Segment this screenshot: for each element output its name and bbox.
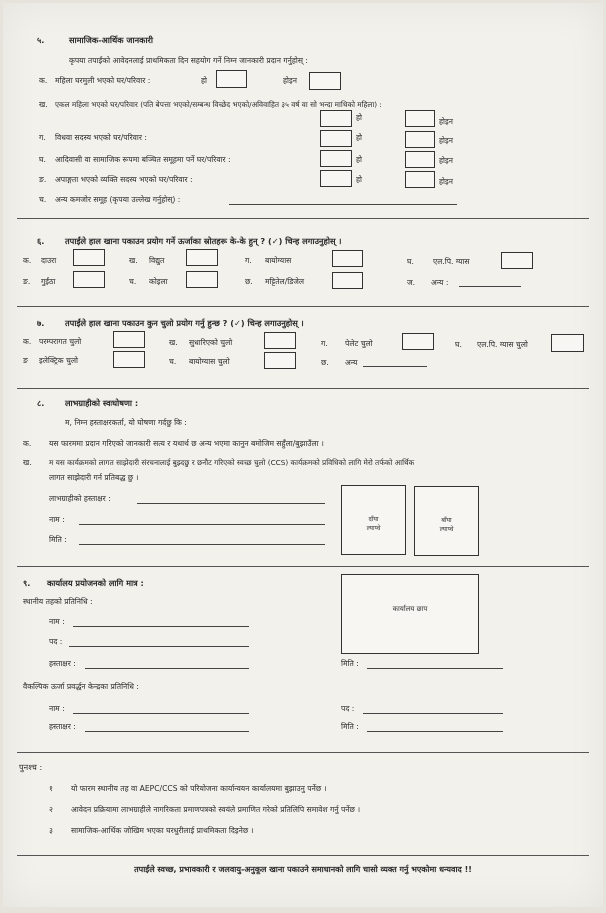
stove-key: ङ	[23, 356, 28, 365]
thumb-sub-label: ल्याप्चे	[439, 526, 454, 533]
stove-key: घ.	[455, 340, 462, 349]
item-5e-key: ङ.	[39, 175, 47, 184]
item-5b-label: एकल महिला भएको घर/परिवार (पति बेपत्ता भएको/सम्बन्ध विच्छेद भएको/अविवाहित ३५ वर्ष वा सो भन्दा माथिको महिला) :	[55, 100, 382, 109]
stove-checkbox-biogas[interactable]	[264, 352, 296, 369]
stove-checkbox-traditional[interactable]	[113, 331, 145, 348]
fuel-label: मट्टितेल/डिजेल	[265, 277, 305, 286]
beneficiary-signature-field[interactable]	[137, 503, 325, 504]
fuel-checkbox-coal[interactable]	[186, 271, 218, 288]
fuel-checkbox-firewood[interactable]	[73, 249, 105, 266]
stove-checkbox-pellet[interactable]	[402, 333, 434, 350]
checkbox-5b-yes[interactable]	[320, 110, 352, 127]
local-rep-sign-field[interactable]	[85, 668, 249, 669]
checkbox-5a-yes[interactable]	[216, 70, 247, 88]
fuel-checkbox-dung[interactable]	[73, 271, 105, 288]
stove-key: क.	[23, 337, 32, 346]
local-rep-label: स्थानीय तहको प्रतिनिधि :	[23, 597, 93, 606]
item-5b-key: ख.	[39, 100, 48, 109]
fuel-key: घ.	[407, 257, 414, 266]
item-5d-key: घ.	[39, 155, 46, 164]
beneficiary-date-label: मिति :	[49, 535, 67, 544]
note-number: ३	[49, 826, 53, 835]
footer-thanks: तपाईंले स्वच्छ, प्रभावकारी र जलवायु-अनुकूल खाना पकाउने समाधानको लागि चासो व्यक्त गर्नु भएकोमा धन्यवाद !!	[134, 865, 472, 874]
fuel-label: बायोग्यास	[265, 256, 292, 265]
fuel-label: दाउरा	[41, 256, 57, 265]
beneficiary-date-field[interactable]	[79, 544, 325, 545]
divider	[17, 306, 589, 307]
yes-label: हो	[201, 76, 207, 85]
aepc-rep-date-field[interactable]	[367, 731, 503, 732]
fuel-checkbox-electricity[interactable]	[186, 249, 218, 266]
left-thumb-label: बाँया	[441, 517, 452, 524]
section-7-title: तपाईंले हाल खाना पकाउन कुन चुलो प्रयोग गर्नु हुन्छ ? (✓) चिन्ह लगाउनुहोस् ।	[65, 318, 304, 328]
declaration-a: यस फारममा प्रदान गरिएको जानकारी सत्य र यथार्थ छ अन्य भएमा कानुन बमोजिम सहुँला/बुझाउँला ।	[49, 439, 324, 448]
declaration-key: ख.	[23, 458, 32, 467]
aepc-rep-label: वैकल्पिक ऊर्जा प्रवर्द्धन केन्द्रका प्रतिनिधि :	[23, 682, 139, 691]
note-text: सामाजिक-आर्थिक जोखिम भएका घरधुरीलाई प्राथमिकता दिइनेछ ।	[71, 826, 254, 835]
item-5c-key: ग.	[39, 133, 46, 142]
fuel-label: कोइला	[149, 277, 168, 286]
fuel-key: छ.	[245, 277, 253, 286]
fuel-key: ङ.	[23, 277, 31, 286]
aepc-rep-post-field[interactable]	[363, 713, 503, 714]
item-5c-label: विधवा सदस्य भएको घर/परिवार :	[55, 133, 147, 142]
fuel-label: एल.पि. ग्यास	[433, 257, 470, 266]
stove-label: अन्य	[345, 358, 358, 367]
declaration-intro: म, निम्न हस्ताक्षरकर्ता, यो घोषणा गर्दछु कि :	[65, 418, 187, 427]
declaration-b-line1: म यस कार्यक्रमको लागत साझेदारी संरचनालाई बुझ्दछु र छनौट गरिएको स्वच्छ चुलो (CCS) कार्यक्रमको प्रविधिको लागि मेरो तर्फको आर्थिक	[49, 458, 415, 467]
thumb-sub-label: ल्याप्चे	[366, 525, 381, 532]
no-label: होइन	[439, 156, 453, 165]
stove-key: ग.	[321, 339, 328, 348]
fuel-other-field[interactable]	[459, 286, 521, 287]
fuel-label: गुईंठा	[41, 277, 56, 286]
no-label: होइन	[283, 76, 297, 85]
checkbox-5d-no[interactable]	[405, 151, 435, 168]
divider	[17, 855, 589, 856]
aepc-rep-sign-label: हस्ताक्षर :	[49, 722, 76, 731]
fuel-key: क.	[23, 256, 32, 265]
local-rep-date-label: मिति :	[341, 659, 359, 668]
notes-title: पुनश्च :	[19, 762, 43, 772]
stove-other-field[interactable]	[363, 366, 427, 367]
fuel-checkbox-biogas[interactable]	[332, 250, 363, 267]
yes-label: हो	[356, 133, 362, 142]
item-5e-label: अपाङ्गता भएको व्यक्ति सदस्य भएको घर/परिवार :	[55, 175, 193, 184]
local-rep-post-field[interactable]	[69, 646, 249, 647]
note-text: आवेदन प्रक्रियामा लाभग्राहीले नागरिकता प्रमाणपत्रको स्वयंले प्रमाणित गरेको प्रतिलिपि समावेश गर्नु पर्नेछ ।	[71, 805, 361, 814]
divider	[17, 752, 589, 753]
fuel-key: च.	[129, 277, 137, 286]
item-5a-key: क.	[39, 76, 48, 85]
note-number: १	[49, 784, 53, 793]
fuel-checkbox-lpg[interactable]	[501, 252, 533, 269]
section-5-title: सामाजिक-आर्थिक जानकारी	[69, 35, 154, 45]
section-5-number: ५.	[37, 35, 45, 45]
no-label: होइन	[439, 136, 453, 145]
local-rep-name-field[interactable]	[73, 626, 249, 627]
item-5f-key: च.	[39, 195, 47, 204]
right-thumbprint-box[interactable]	[341, 485, 406, 555]
checkbox-5b-no[interactable]	[405, 110, 435, 127]
beneficiary-name-field[interactable]	[79, 524, 325, 525]
yes-label: हो	[356, 113, 362, 122]
local-rep-date-field[interactable]	[367, 668, 503, 669]
fuel-key: ग.	[245, 256, 252, 265]
stove-checkbox-improved[interactable]	[264, 332, 296, 349]
stove-label: पेलेट चुलो	[345, 339, 373, 348]
section-9-number: ९.	[23, 578, 31, 588]
checkbox-5e-no[interactable]	[405, 171, 435, 188]
note-number: २	[49, 805, 53, 814]
no-label: होइन	[439, 117, 453, 126]
aepc-rep-name-field[interactable]	[73, 713, 249, 714]
item-5d-label: आदिवासी वा सामाजिक रूपमा बञ्चित समूहमा पर्ने घर/परिवार :	[55, 155, 231, 164]
aepc-rep-sign-field[interactable]	[85, 731, 249, 732]
divider	[17, 218, 589, 219]
section-8-title: लाभग्राहीको स्वःघोषणा :	[65, 398, 139, 408]
yes-label: हो	[356, 175, 362, 184]
aepc-rep-date-label: मिति :	[341, 722, 359, 731]
fuel-key: ख.	[129, 256, 138, 265]
declaration-b-line2: लागत साझेदारी गर्न प्रतिबद्ध छु ।	[49, 473, 139, 482]
fuel-checkbox-kerosene[interactable]	[332, 272, 363, 289]
local-rep-sign-label: हस्ताक्षर :	[49, 659, 76, 668]
stove-key: ख.	[169, 338, 178, 347]
local-rep-name-label: नाम :	[49, 617, 65, 626]
item-5f-label: अन्य कमजोर समूह (कृपया उल्लेख गर्नुहोस्) :	[55, 195, 181, 204]
office-stamp-label: कार्यालय छाप	[392, 605, 428, 613]
checkbox-5a-no[interactable]	[309, 72, 341, 90]
no-label: होइन	[439, 177, 453, 186]
office-stamp-box[interactable]	[341, 574, 479, 654]
stove-key: च.	[169, 357, 177, 366]
fuel-label: विद्युत	[149, 256, 165, 265]
section-5-intro: कृपया तपाईंको आवेदनलाई प्राथमिकता दिन सहयोग गर्ने निम्न जानकारी प्रदान गर्नुहोस् :	[69, 56, 308, 65]
aepc-rep-name-label: नाम :	[49, 704, 65, 713]
form-page	[3, 3, 603, 907]
checkbox-5d-yes[interactable]	[320, 150, 352, 167]
checkbox-5e-yes[interactable]	[320, 170, 352, 187]
right-thumb-label: दाँया	[368, 516, 379, 523]
beneficiary-signature-label: लाभग्राहीको हस्ताक्षर :	[49, 494, 111, 503]
local-rep-post-label: पद :	[49, 637, 63, 646]
note-text: यो फारम स्थानीय तह वा AEPC/CCS को परियोजना कार्यान्वयन कार्यालयमा बुझाउनु पर्नेछ ।	[71, 784, 327, 793]
stove-label: सुधारिएको चुलो	[189, 338, 233, 347]
section-7-number: ७.	[37, 318, 45, 328]
stove-label: बायोग्यास चुलो	[189, 357, 230, 366]
checkbox-5c-yes[interactable]	[320, 130, 352, 147]
section-9-title: कार्यालय प्रयोजनको लागि मात्र :	[47, 578, 144, 588]
beneficiary-name-label: नाम :	[49, 515, 65, 524]
divider	[17, 566, 589, 567]
declaration-key: क.	[23, 439, 32, 448]
stove-key: छ.	[321, 358, 329, 367]
left-thumbprint-box[interactable]	[414, 486, 479, 556]
yes-label: हो	[356, 155, 362, 164]
stove-checkbox-lpg[interactable]	[551, 334, 584, 352]
stove-checkbox-electric[interactable]	[113, 351, 145, 368]
divider	[17, 388, 589, 389]
section-8-number: ८.	[37, 398, 45, 408]
stove-label: एल.पि. ग्यास चुलो	[477, 340, 528, 349]
aepc-rep-post-label: पद :	[341, 704, 355, 713]
fuel-key: ज.	[407, 278, 416, 287]
other-group-field[interactable]	[229, 204, 457, 205]
stove-label: परम्परागत चुलो	[39, 337, 82, 346]
stove-label: इलेक्ट्रिक चुलो	[39, 356, 78, 365]
section-6-number: ६.	[37, 236, 45, 246]
item-5a-label: महिला घरमुली भएको घर/परिवार :	[55, 76, 151, 85]
section-6-title: तपाईंले हाल खाना पकाउन प्रयोग गर्ने ऊर्जाका स्रोतहरू के-के हुन् ? (✓) चिन्ह लगाउनुहोस् ।	[65, 236, 342, 246]
fuel-label: अन्य :	[431, 278, 449, 287]
checkbox-5c-no[interactable]	[405, 131, 435, 148]
